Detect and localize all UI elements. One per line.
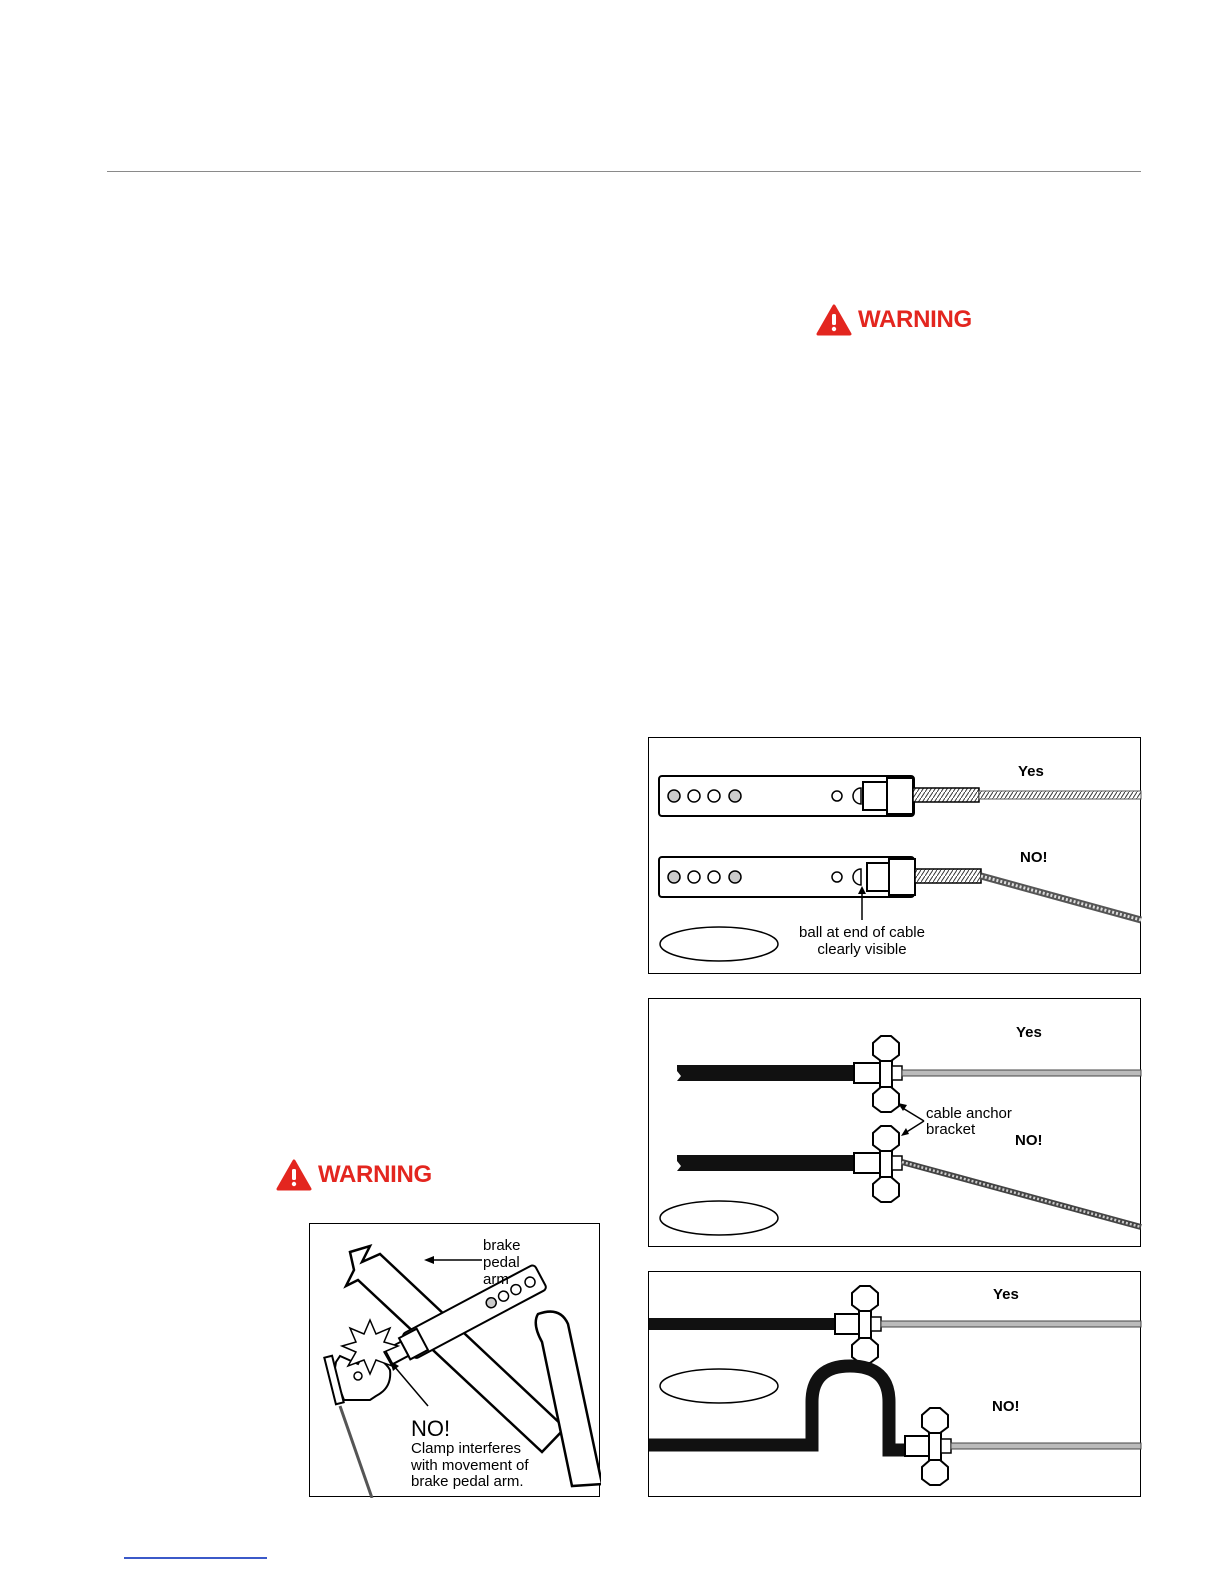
housing-yes <box>649 1286 1141 1363</box>
arm-label-line3: arm <box>483 1271 509 1288</box>
warning-label: WARNING <box>858 306 972 333</box>
figure-cable-anchor <box>648 998 1141 1247</box>
warning-label: WARNING <box>318 1161 432 1188</box>
callout-text-line2: bracket <box>926 1121 976 1138</box>
figure-housing-bend <box>648 1271 1141 1497</box>
figure-clamp-interference <box>309 1223 600 1497</box>
yes-label: Yes <box>993 1286 1019 1303</box>
cable-anchor-illustration <box>649 999 1142 1248</box>
callout-text-line1: cable anchor <box>926 1105 1012 1122</box>
callout-text-line1: ball at end of cable <box>799 924 925 941</box>
warning-header-top <box>816 304 972 336</box>
figure-number-oval <box>660 1201 778 1235</box>
caption-line3: brake pedal arm. <box>411 1473 524 1490</box>
yes-label: Yes <box>1018 763 1044 780</box>
no-label: NO! <box>1015 1132 1043 1149</box>
pedal-bar-no <box>659 857 1141 920</box>
figure-cable-ball <box>648 737 1141 974</box>
no-label: NO! <box>1020 849 1048 866</box>
arm-label-line2: pedal <box>483 1254 520 1271</box>
anchor-yes <box>677 1036 1141 1112</box>
warning-header-bottom <box>276 1159 432 1191</box>
callout-text-line2: clearly visible <box>817 941 907 958</box>
caption-line2: with movement of <box>411 1457 529 1474</box>
header-rule <box>107 171 1141 172</box>
caption-line1: Clamp interferes <box>411 1440 522 1457</box>
arm-label-line1: brake <box>483 1237 521 1254</box>
warning-triangle-icon <box>816 304 852 336</box>
no-label: NO! <box>992 1398 1020 1415</box>
no-label: NO! <box>411 1416 451 1441</box>
yes-label: Yes <box>1016 1024 1042 1041</box>
pedal-bar-yes <box>659 776 1141 816</box>
figure-number-oval <box>660 1369 778 1403</box>
housing-bend-illustration <box>649 1272 1142 1498</box>
clamp-illustration <box>310 1224 601 1498</box>
cable-ball-illustration <box>649 738 1142 975</box>
impact-burst-icon <box>342 1320 398 1374</box>
footer-link-underline[interactable] <box>124 1557 267 1559</box>
figure-number-oval <box>660 927 778 961</box>
warning-triangle-icon <box>276 1159 312 1191</box>
